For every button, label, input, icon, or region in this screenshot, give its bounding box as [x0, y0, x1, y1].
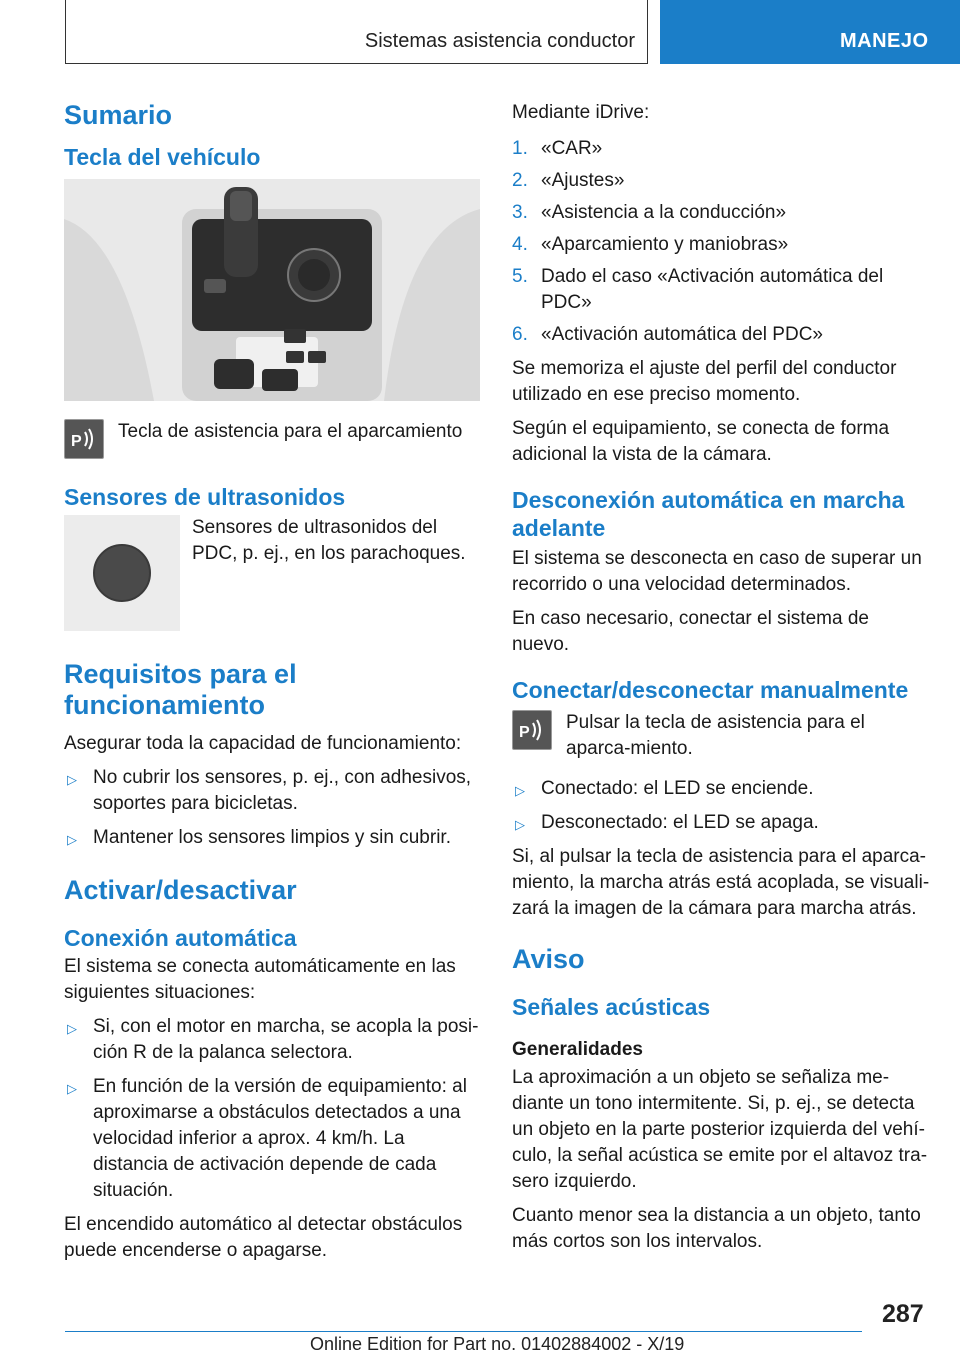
- equip-text: Según el equipamiento, se conecta de forma adicional la vista de la cámara.: [512, 418, 890, 465]
- idrive-intro: Mediante iDrive:: [512, 102, 650, 123]
- conexion-list: [64, 1014, 482, 1204]
- heading-tecla: Tecla del vehículo: [64, 144, 261, 170]
- manual-icon-row: [512, 710, 930, 762]
- conexion-intro: El sistema se conecta automáticamente en las siguientes situaciones:: [64, 956, 456, 1003]
- list-item: ▷ Mantener los sensores limpios y sin cubrir.: [64, 825, 482, 851]
- parking-assist-icon: [64, 419, 104, 459]
- console-illustration: [64, 179, 480, 401]
- step-item: 3. «Asistencia a la conducción»: [512, 202, 787, 223]
- heading-sumario: Sumario: [64, 100, 173, 130]
- heading-generalidades: Generalidades: [512, 1039, 643, 1060]
- triangle-bullet-icon: ▷: [515, 817, 525, 832]
- manual-outro: Si, al pulsar la tecla de asistencia para el aparca-miento, la marcha atrás está acoplada, se visuali-zará la imagen de la cámara para marcha atrás.: [512, 846, 930, 919]
- tecla-caption: Tecla de asistencia para el aparcamiento: [118, 421, 463, 442]
- heading-requisitos: Requisitos para el funcionamiento: [64, 659, 297, 720]
- manual-list: [512, 776, 930, 836]
- page-number: 287: [882, 1300, 924, 1328]
- conexion-outro: El encendido automático al detectar obstáculos puede encenderse o apagarse.: [64, 1214, 463, 1261]
- triangle-bullet-icon: ▷: [67, 1081, 77, 1096]
- sensor-row: [64, 515, 482, 631]
- step-item: 4. «Aparcamiento y maniobras»: [512, 234, 789, 255]
- left-column: [64, 96, 482, 1272]
- triangle-bullet-icon: ▷: [67, 1021, 77, 1036]
- step-item: 2. «Ajustes»: [512, 170, 625, 191]
- triangle-bullet-icon: ▷: [67, 832, 77, 847]
- heading-manual: Conectar/desconectar manualmente: [512, 677, 909, 703]
- list-item: ▷ En función de la versión de equipamiento: al aproximarse a obstáculos detectados a una velocidad inferior a aprox. 4 km/h. La distancia de activación depende de cada situación.: [67, 1076, 467, 1201]
- right-column: [512, 100, 930, 1263]
- step-item: 1. «CAR»: [512, 138, 603, 159]
- ultrasonic-sensor-image: [64, 515, 180, 631]
- heading-aviso: Aviso: [512, 944, 585, 974]
- gen-text2: Cuanto menor sea la distancia a un objeto, tanto más cortos son los intervalos.: [512, 1205, 921, 1252]
- heading-conexion: Conexión automática: [64, 925, 297, 951]
- triangle-bullet-icon: ▷: [515, 783, 525, 798]
- desconexion-text1: El sistema se desconecta en caso de superar un recorrido o una velocidad determinados.: [512, 548, 922, 595]
- sensores-text: Sensores de ultrasonidos del PDC, p. ej., en los parachoques.: [192, 517, 466, 564]
- footer-rule: [65, 1331, 862, 1332]
- idrive-steps: [512, 136, 930, 348]
- gen-text1: La aproximación a un objeto se señaliza me-diante un tono intermitente. Si, p. ej., se detecta un objeto en la parte posterior izquierda del vehí-culo, la señal acústica se emite por el altavoz tra-sero izquierdo.: [512, 1067, 928, 1192]
- requisitos-intro: Asegurar toda la capacidad de funcionamiento:: [64, 733, 462, 754]
- svg-text:P: P: [519, 724, 530, 741]
- tecla-caption-row: [64, 419, 482, 459]
- list-item: ▷ No cubrir los sensores, p. ej., con adhesivos, soportes para bicicletas.: [67, 767, 472, 814]
- svg-text:P: P: [71, 433, 82, 450]
- desconexion-text2: En caso necesario, conectar el sistema de nuevo.: [512, 608, 869, 655]
- list-item: ▷ Desconectado: el LED se apaga.: [512, 810, 930, 836]
- header-chapter-label: MANEJO: [840, 30, 929, 52]
- triangle-bullet-icon: ▷: [67, 772, 77, 787]
- header-chapter-tab[interactable]: [660, 0, 960, 64]
- vehicle-console-photo: [64, 179, 480, 401]
- step-item: 5. Dado el caso «Activación automática del PDC»: [512, 266, 884, 313]
- parking-assist-icon: [512, 710, 552, 750]
- list-item: ▷ Si, con el motor en marcha, se acopla la posi-ción R de la palanca selectora.: [67, 1016, 479, 1063]
- heading-senales: Señales acústicas: [512, 994, 711, 1020]
- heading-desconexion: Desconexión automática en marcha adelante: [512, 487, 905, 541]
- heading-sensores: Sensores de ultrasonidos: [64, 484, 346, 510]
- header-section-title: Sistemas asistencia conductor: [364, 30, 635, 52]
- heading-activar: Activar/desactivar: [64, 875, 297, 905]
- requisitos-list: [64, 765, 482, 851]
- footer-edition: Online Edition for Part no. 01402884002 - X/19: [310, 1334, 685, 1354]
- header-section-box: [65, 0, 648, 64]
- perfil-text: Se memoriza el ajuste del perfil del conductor utilizado en ese preciso momento.: [512, 358, 897, 405]
- list-item: ▷ Conectado: el LED se enciende.: [512, 776, 930, 802]
- manual-icon-text: Pulsar la tecla de asistencia para el aparca-miento.: [566, 712, 865, 759]
- step-item: 6. «Activación automática del PDC»: [512, 324, 823, 345]
